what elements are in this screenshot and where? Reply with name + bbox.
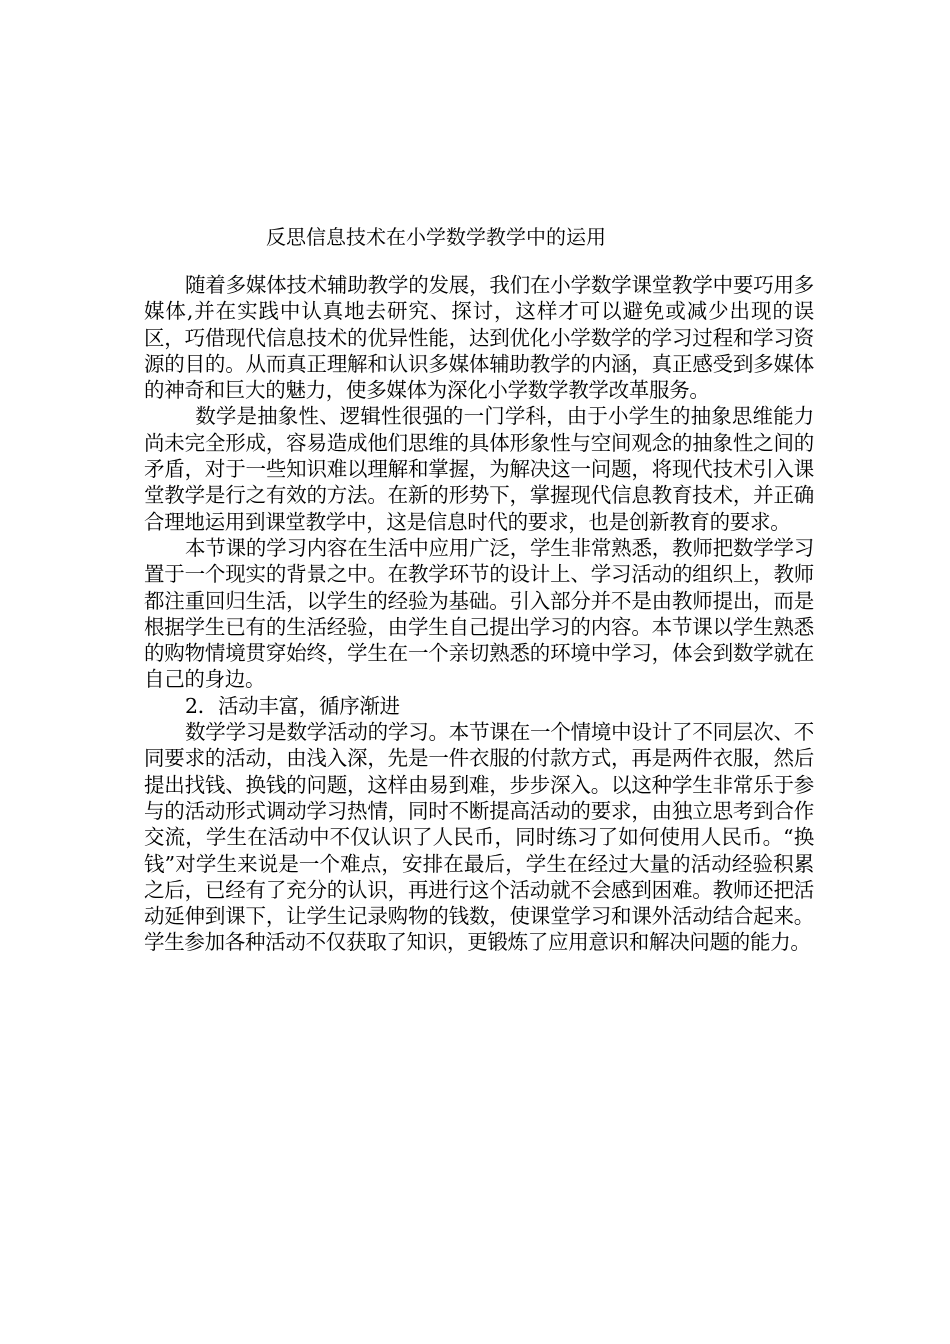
document-title: 反思信息技术在小学数学教学中的运用 [266,225,606,249]
document-body [144,272,814,956]
section-heading: 2．活动丰富，循序渐进 [185,693,400,718]
paragraph-math-abstract: 数学是抽象性、逻辑性很强的一门学科，由于小学生的抽象思维能力尚未完全形成，容易造成他们思维的具体形象性与空间观念的抽象性之间的矛盾，对于一些知识难以理解和掌握，为解决这一问题，将现代技术引入课堂教学是行之有效的方法。在新的形势下，掌握现代信息教育技术，并正确合理地运用到课堂教学中，这是信息时代的要求，也是创新教育的要求。 [144,404,814,534]
paragraph-lesson-content: 本节课的学习内容在生活中应用广泛，学生非常熟悉，教师把数学学习置于一个现实的背景之中。在教学环节的设计上、学习活动的组织上，教师都注重回归生活，以学生的经验为基础。引入部分并不是由教师提出，而是根据学生已有的生活经验，由学生自己提出学习的内容。本节课以学生熟悉的购物情境贯穿始终，学生在一个亲切熟悉的环境中学习，体会到数学就在自己的身边。 [144,535,814,692]
paragraph-intro: 随着多媒体技术辅助教学的发展，我们在小学数学课堂教学中要巧用多媒体,并在实践中认真地去研究、探讨，这样才可以避免或减少出现的误区，巧借现代信息技术的优异性能，达到优化小学数学的学习过程和学习资源的目的。从而真正理解和认识多媒体辅助教学的内涵，真正感受到多媒体的神奇和巨大的魅力，使多媒体为深化小学数学教学改革服务。 [144,273,814,403]
paragraph-activities: 数学学习是数学活动的学习。本节课在一个情境中设计了不同层次、不同要求的活动，由浅入深，先是一件衣服的付款方式，再是两件衣服，然后提出找钱、换钱的问题，这样由易到难，步步深入。以这种学生非常乐于参与的活动形式调动学习热情，同时不断提高活动的要求，由独立思考到合作交流，学生在活动中不仅认识了人民币，同时练习了如何使用人民币。“换钱”对学生来说是一个难点，安排在最后，学生在经过大量的活动经验积累之后，已经有了充分的认识，再进行这个活动就不会感到困难。教师还把活动延伸到课下，让学生记录购物的钱数，使课堂学习和课外活动结合起来。学生参加各种活动不仅获取了知识，更锻炼了应用意识和解决问题的能力。 [144,720,814,955]
